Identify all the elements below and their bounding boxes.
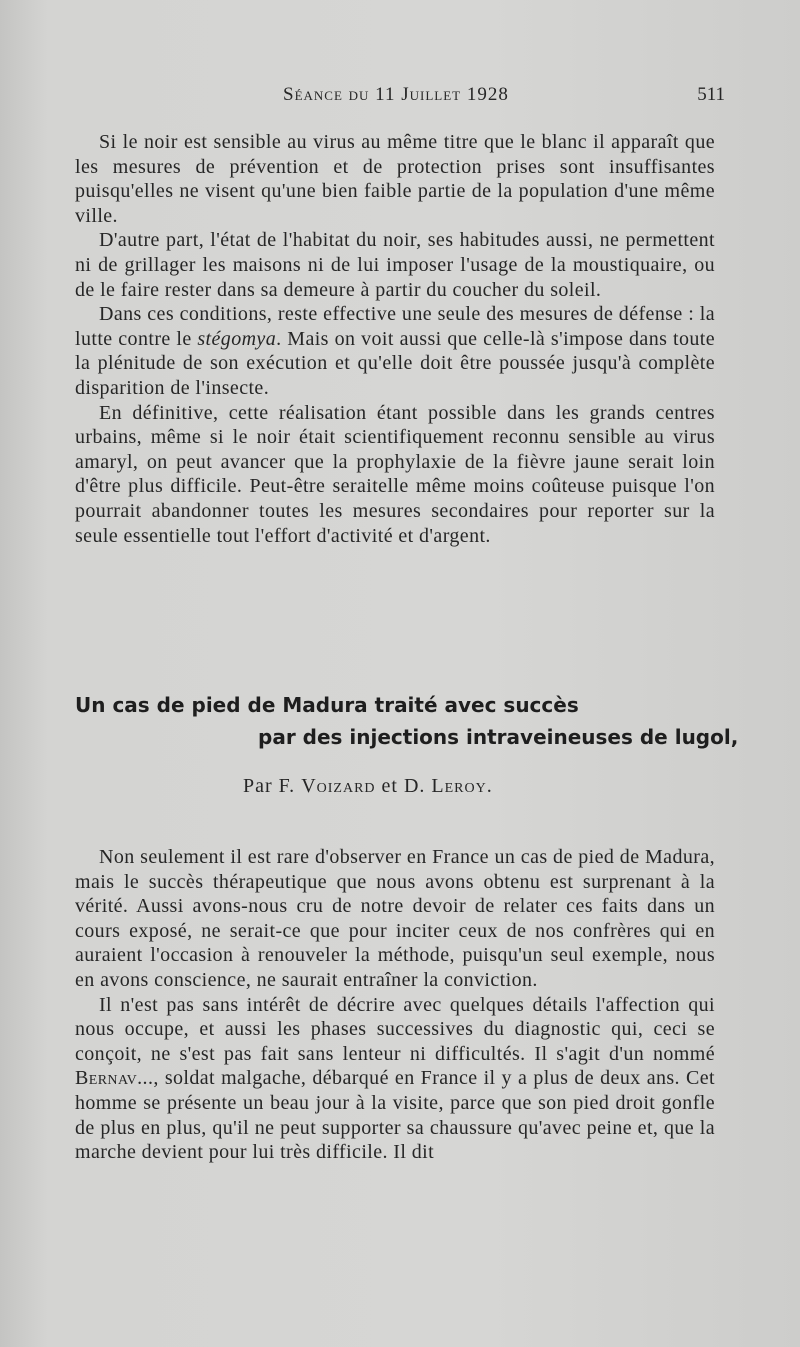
article-title-line-1: Un cas de pied de Madura traité avec succès	[75, 693, 579, 717]
running-header	[75, 84, 725, 114]
patient-name: Bernav	[75, 1067, 138, 1090]
paragraph-text: Dans ces conditions, reste effective une seule des mesures de défense : la lutte contre le	[75, 303, 715, 350]
running-title: Séance du 11 Juillet 1928	[283, 84, 509, 105]
previous-article-conclusion	[75, 130, 715, 548]
byline-mid: et D.	[375, 775, 432, 797]
paragraph-text: . Mais on voit aussi que celle-là s'impose dans toute la plénitude de son exécution et qu'elle doit être poussée jusqu'à complète disparition de l'insecte.	[75, 327, 715, 399]
paragraph	[75, 993, 715, 1165]
article-body	[75, 845, 715, 1165]
paragraph-text: ..., soldat malgache, débarqué en France il y a plus de deux ans. Cet homme se présente un beau jour à la visite, parce que son pied droit gonfle de plus en plus, qu'il ne peut supporter sa chaussure qu'avec peine et, que la marche devient pour lui très difficile. Il dit	[75, 1067, 715, 1164]
author-byline	[243, 775, 493, 798]
paragraph: Si le noir est sensible au virus au même titre que le blanc il apparaît que les mesures de prévention et de protection prises sont insuffisantes puisqu'elles ne visent qu'une bien faible partie de la population d'une même ville.	[75, 131, 715, 227]
paragraph-text: Il n'est pas sans intérêt de décrire avec quelques détails l'affection qui nous occupe, et aussi les phases successives du diagnostic qui, ceci se conçoit, ne s'est pas fait sans lenteur ni difficultés. Il s'agit d'un nommé	[75, 993, 715, 1065]
byline-prefix: Par F.	[243, 775, 302, 797]
article-title-line-2: par des injections intraveineuses de lugol,	[258, 725, 739, 749]
paragraph: Non seulement il est rare d'observer en France un cas de pied de Madura, mais le succès thérapeutique que nous avons obtenu est surprenant à la vérité. Aussi avons-nous cru de notre devoir de relater ces faits dans un cours exposé, ne serait-ce que pour inciter ceux de nos confrères qui en auraient l'occasion à renouveler la méthode, puisqu'un seul exemple, nous en avons conscience, ne saurait entraîner la conviction.	[75, 846, 715, 991]
paragraph: D'autre part, l'état de l'habitat du noir, ses habitudes aussi, ne permettent ni de grillager les maisons ni de lui imposer l'usage de la moustiquaire, ou de le faire rester dans sa demeure à partir du coucher du soleil.	[75, 229, 715, 301]
author-leroy: Leroy	[431, 775, 487, 797]
paragraph	[75, 302, 715, 400]
author-voizard: Voizard	[301, 775, 376, 797]
italic-term: stégomya	[197, 327, 277, 350]
byline-suffix: .	[486, 775, 493, 797]
paragraph: En définitive, cette réalisation étant possible dans les grands centres urbains, même si le noir était scientifiquement reconnu sensible au virus amaryl, on peut avancer que la prophylaxie de la fièvre jaune serait loin d'être plus difficile. Peut-être seraitelle même moins coûteuse puisque l'on pourrait abandonner toutes les mesures secondaires pour reporter sur la seule essentielle tout l'effort d'activité et d'argent.	[75, 401, 715, 547]
page-number: 511	[697, 84, 725, 105]
